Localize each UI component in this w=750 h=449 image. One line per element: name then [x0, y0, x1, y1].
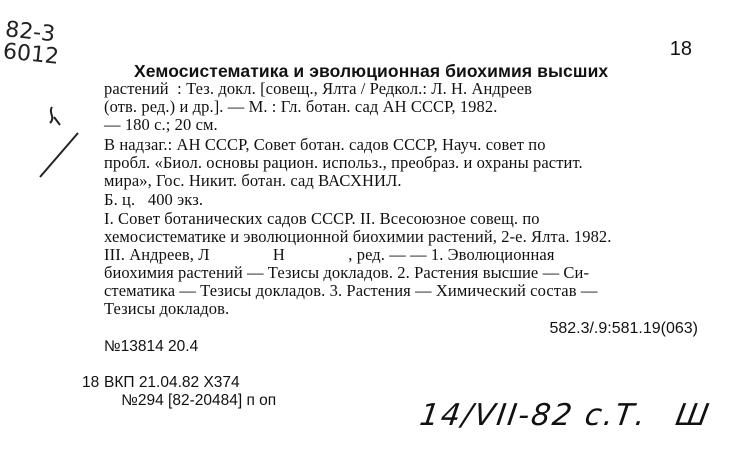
udc-code: 582.3/.9:581.19(063) — [549, 320, 698, 337]
card-line-7: Б. ц. 400 экз. — [104, 190, 204, 209]
title-line: Хемосистематика и эволюционная биохимия высших — [134, 61, 609, 81]
registration-line-3: ВКП 21.04.82 Х374 — [104, 374, 240, 391]
card-line-2: (отв. ред.) и др.]. — М. : Гл. ботан. сад АН СССР, 1982. — [104, 97, 498, 116]
card-line-9: хемосистематике и эволюционной биохимии растений, 2-е. Ялта. 1982. — [104, 227, 612, 246]
registration-number: №294 [82-20484] п оп — [121, 392, 277, 409]
card-line-11: биохимия растений — Тезисы докладов. 2. Растения высшие — Си- — [104, 263, 590, 282]
registration-line-2 — [82, 356, 277, 428]
card-line-5: пробл. «Биол. основы рацион. использ., преобраз. и охраны растит. — [104, 153, 583, 172]
card-line-6: мира», Гос. Никит. ботан. сад ВАСХНИЛ. — [104, 171, 402, 190]
card-line-3: — 180 с.; 20 см. — [104, 115, 218, 134]
card-line-12: стематика — Тезисы докладов. 3. Растения — Химический состав — — [104, 281, 598, 300]
card-line-10: III. Андреев, Л Н , ред. — — 1. Эволюционная — [104, 245, 555, 264]
shelf-mark: 82-3 6012 — [1, 17, 61, 70]
card-line-4: В надзаг.: АН СССР, Совет ботан. садов СССР, Науч. совет по — [104, 135, 546, 154]
handwritten-check-icon — [30, 95, 90, 185]
card-line-8: I. Совет ботанических садов СССР. II. Всесоюзное совещ. по — [104, 209, 540, 228]
registration-line-1: №13814 20.4 — [104, 338, 199, 355]
card-line-13: Тезисы докладов. — [104, 299, 230, 318]
handwritten-initials: Ш — [672, 398, 712, 433]
handwritten-note: 14/VII-82 с.Т. — [417, 398, 650, 433]
registration-prefix: 18 — [82, 374, 100, 391]
card-line-1: растений : Тез. докл. [совещ., Ялта / Редкол.: Л. Н. Андреев — [104, 79, 533, 98]
page-number: 18 — [669, 38, 692, 60]
